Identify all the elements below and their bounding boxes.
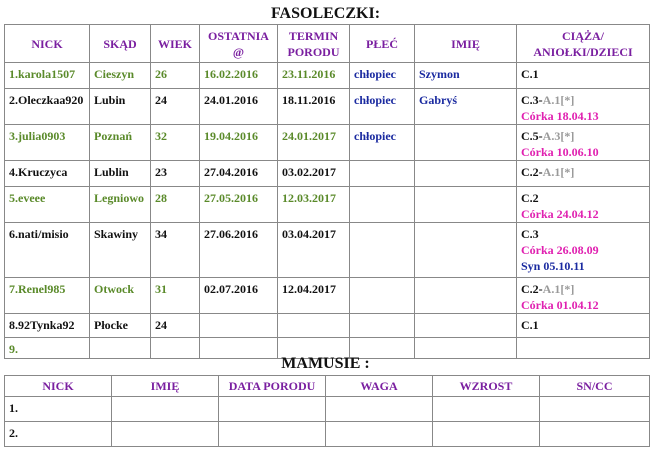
cell-plec-text: chłopiec <box>354 67 396 81</box>
cell-ostatnia-text: 27.05.2016 <box>204 191 258 205</box>
header2-wzrost: WZROST <box>433 376 540 397</box>
cell-nick <box>5 278 90 314</box>
table-row <box>5 187 650 223</box>
header2-nick: NICK <box>5 376 112 397</box>
cell-skad-text: Poznań <box>94 129 133 143</box>
cell-wiek-text: 24 <box>155 93 167 107</box>
child-entry: Syn 05.10.11 <box>521 259 585 273</box>
cell-imie <box>415 63 517 89</box>
cell-termin <box>278 223 350 278</box>
header-nick: NICK <box>5 25 90 63</box>
cell-skad-text: Cieszyn <box>94 67 134 81</box>
ciaza-count: C.1 <box>521 67 539 81</box>
cell-skad <box>90 187 151 223</box>
header2-imie: IMIĘ <box>112 376 219 397</box>
cell-mama-empty <box>112 397 219 422</box>
cell-ostatnia-text: 24.01.2016 <box>204 93 258 107</box>
table-row <box>5 278 650 314</box>
cell-ostatnia-text: 27.04.2016 <box>204 165 258 179</box>
fasoleczki-title: FASOLECZKI: <box>270 5 381 22</box>
cell-nick <box>5 125 90 161</box>
header-skad: SKĄD <box>90 25 151 63</box>
cell-ciaza <box>517 89 650 125</box>
cell-plec-text: chłopiec <box>354 93 396 107</box>
cell-wiek-text: 31 <box>155 282 167 296</box>
fasoleczki-table <box>4 24 650 359</box>
cell-termin <box>278 187 350 223</box>
cell-nick-text: 8.92Tynka92 <box>9 318 75 332</box>
cell-wiek <box>151 223 200 278</box>
ciaza-line <box>521 92 645 108</box>
aniolki-count: A.1[*] <box>542 165 575 179</box>
ciaza-line <box>521 164 645 180</box>
ciaza-line <box>521 281 645 297</box>
cell-termin-text: 12.04.2017 <box>282 282 336 296</box>
cell-ciaza <box>517 161 650 187</box>
aniolki-count: A.1[*] <box>542 282 575 296</box>
cell-imie-text: Gabryś <box>419 93 458 107</box>
mama-nick-text: 1. <box>9 401 18 415</box>
ciaza-count: C.2 <box>521 191 539 205</box>
header-ciaza: CIĄŻA/ ANIOŁKI/DZIECI <box>517 25 650 63</box>
cell-termin <box>278 161 350 187</box>
ciaza-count: C.2- <box>521 282 543 296</box>
mamusie-title: MAMUSIE : <box>281 355 370 372</box>
cell-wiek <box>151 314 200 338</box>
cell-nick <box>5 187 90 223</box>
mamusie-table <box>4 375 650 447</box>
cell-nick-text: 1.karola1507 <box>9 67 76 81</box>
child-entry: Córka 18.04.13 <box>521 109 599 123</box>
cell-wiek-text: 26 <box>155 67 167 81</box>
cell-skad <box>90 278 151 314</box>
cell-termin <box>278 125 350 161</box>
ciaza-count: C.3 <box>521 227 539 241</box>
mamusie-header-row <box>5 376 650 397</box>
cell-mama-empty <box>112 422 219 447</box>
table-row <box>5 422 650 447</box>
cell-termin-text: 23.11.2016 <box>282 67 336 81</box>
cell-nick <box>5 161 90 187</box>
cell-ostatnia <box>200 314 278 338</box>
cell-wiek-text: 34 <box>155 227 167 241</box>
cell-nick <box>5 89 90 125</box>
cell-ciaza <box>517 125 650 161</box>
cell-wiek <box>151 161 200 187</box>
cell-ciaza <box>517 187 650 223</box>
cell-wiek <box>151 278 200 314</box>
cell-skad-text: Płocke <box>94 318 128 332</box>
cell-wiek-text: 32 <box>155 129 167 143</box>
cell-nick <box>5 314 90 338</box>
ciaza-count: C.2- <box>521 165 543 179</box>
cell-ostatnia-text: 16.02.2016 <box>204 67 258 81</box>
header2-sncc: SN/CC <box>540 376 650 397</box>
cell-imie <box>415 89 517 125</box>
cell-imie <box>415 314 517 338</box>
cell-ciaza <box>517 278 650 314</box>
cell-termin-text: 24.01.2017 <box>282 129 336 143</box>
aniolki-count: A.1[*] <box>542 93 575 107</box>
table-row <box>5 223 650 278</box>
cell-plec <box>350 161 415 187</box>
cell-ostatnia <box>200 278 278 314</box>
cell-mama-empty <box>326 397 433 422</box>
fasoleczki-header-row <box>5 25 650 63</box>
cell-imie <box>415 223 517 278</box>
cell-ciaza <box>517 223 650 278</box>
cell-ostatnia-text: 02.07.2016 <box>204 282 258 296</box>
cell-nick-text: 2.Oleczkaa920 <box>9 93 84 107</box>
cell-wiek-text: 23 <box>155 165 167 179</box>
cell-skad <box>90 314 151 338</box>
table-row <box>5 63 650 89</box>
cell-ostatnia <box>200 161 278 187</box>
aniolki-count: A.3[*] <box>542 129 575 143</box>
cell-ostatnia <box>200 89 278 125</box>
table-row <box>5 89 650 125</box>
header2-data-porodu: DATA PORODU <box>219 376 326 397</box>
cell-ostatnia-text: 19.04.2016 <box>204 129 258 143</box>
cell-nick-text: 7.Renel985 <box>9 282 66 296</box>
ciaza-line <box>521 317 645 333</box>
child-entry: Córka 10.06.10 <box>521 145 599 159</box>
table-row <box>5 125 650 161</box>
cell-skad <box>90 89 151 125</box>
table-row <box>5 397 650 422</box>
cell-plec <box>350 187 415 223</box>
cell-mama-empty <box>433 397 540 422</box>
cell-imie <box>415 125 517 161</box>
cell-plec <box>350 278 415 314</box>
cell-skad <box>90 125 151 161</box>
cell-wiek <box>151 63 200 89</box>
cell-nick <box>5 63 90 89</box>
cell-termin-text: 18.11.2016 <box>282 93 336 107</box>
cell-plec-text: chłopiec <box>354 129 396 143</box>
cell-skad-text: Skawiny <box>94 227 139 241</box>
cell-skad-text: Lublin <box>94 165 129 179</box>
cell-wiek <box>151 89 200 125</box>
cell-skad <box>90 63 151 89</box>
cell-termin <box>278 314 350 338</box>
cell-termin-text: 03.02.2017 <box>282 165 336 179</box>
header-termin: TERMIN PORODU <box>278 25 350 63</box>
header2-waga: WAGA <box>326 376 433 397</box>
cell-imie-text: Szymon <box>419 67 460 81</box>
cell-mama-empty <box>219 422 326 447</box>
cell-mama-empty <box>433 422 540 447</box>
cell-skad <box>90 161 151 187</box>
cell-mama-nick <box>5 397 112 422</box>
child-entry: Córka 26.08.09 <box>521 243 599 257</box>
cell-wiek <box>151 187 200 223</box>
ciaza-line <box>521 66 645 82</box>
cell-nick <box>5 223 90 278</box>
cell-ciaza <box>517 63 650 89</box>
cell-termin <box>278 278 350 314</box>
cell-ciaza <box>517 314 650 338</box>
ciaza-line <box>521 190 645 206</box>
cell-ostatnia <box>200 125 278 161</box>
cell-plec <box>350 63 415 89</box>
cell-plec <box>350 89 415 125</box>
ciaza-line <box>521 226 645 242</box>
cell-plec <box>350 314 415 338</box>
cell-ostatnia <box>200 187 278 223</box>
cell-mama-nick <box>5 422 112 447</box>
cell-wiek-text: 24 <box>155 318 167 332</box>
cell-skad-text: Legniowo <box>94 191 145 205</box>
cell-wiek-text: 28 <box>155 191 167 205</box>
cell-ostatnia <box>200 63 278 89</box>
header-ostatnia: OSTATNIA @ <box>200 25 278 63</box>
header-plec: PŁEĆ <box>350 25 415 63</box>
cell-skad-text: Otwock <box>94 282 134 296</box>
table-row <box>5 161 650 187</box>
cell-skad-text: Lubin <box>94 93 126 107</box>
table-row <box>5 314 650 338</box>
cell-mama-empty <box>540 397 650 422</box>
cell-nick-text: 3.julia0903 <box>9 129 66 143</box>
cell-nick-text: 9. <box>9 342 18 356</box>
child-entry: Córka 24.04.12 <box>521 207 599 221</box>
cell-wiek <box>151 125 200 161</box>
cell-termin <box>278 63 350 89</box>
cell-skad <box>90 223 151 278</box>
cell-ostatnia <box>200 223 278 278</box>
cell-nick-text: 5.eveee <box>9 191 46 205</box>
cell-plec <box>350 125 415 161</box>
cell-imie <box>415 187 517 223</box>
cell-nick-text: 6.nati/misio <box>9 227 69 241</box>
header-imie: IMIĘ <box>415 25 517 63</box>
ciaza-count: C.1 <box>521 318 539 332</box>
cell-plec <box>350 223 415 278</box>
cell-imie <box>415 161 517 187</box>
cell-ostatnia-text: 27.06.2016 <box>204 227 258 241</box>
ciaza-count: C.5- <box>521 129 543 143</box>
cell-mama-empty <box>326 422 433 447</box>
cell-mama-empty <box>219 397 326 422</box>
cell-termin-text: 12.03.2017 <box>282 191 336 205</box>
cell-termin-text: 03.04.2017 <box>282 227 336 241</box>
ciaza-count: C.3- <box>521 93 543 107</box>
cell-mama-empty <box>540 422 650 447</box>
ciaza-line <box>521 128 645 144</box>
child-entry: Córka 01.04.12 <box>521 298 599 312</box>
cell-imie <box>415 278 517 314</box>
header-wiek: WIEK <box>151 25 200 63</box>
cell-termin <box>278 89 350 125</box>
cell-nick-text: 4.Kruczyca <box>9 165 68 179</box>
mama-nick-text: 2. <box>9 426 18 440</box>
